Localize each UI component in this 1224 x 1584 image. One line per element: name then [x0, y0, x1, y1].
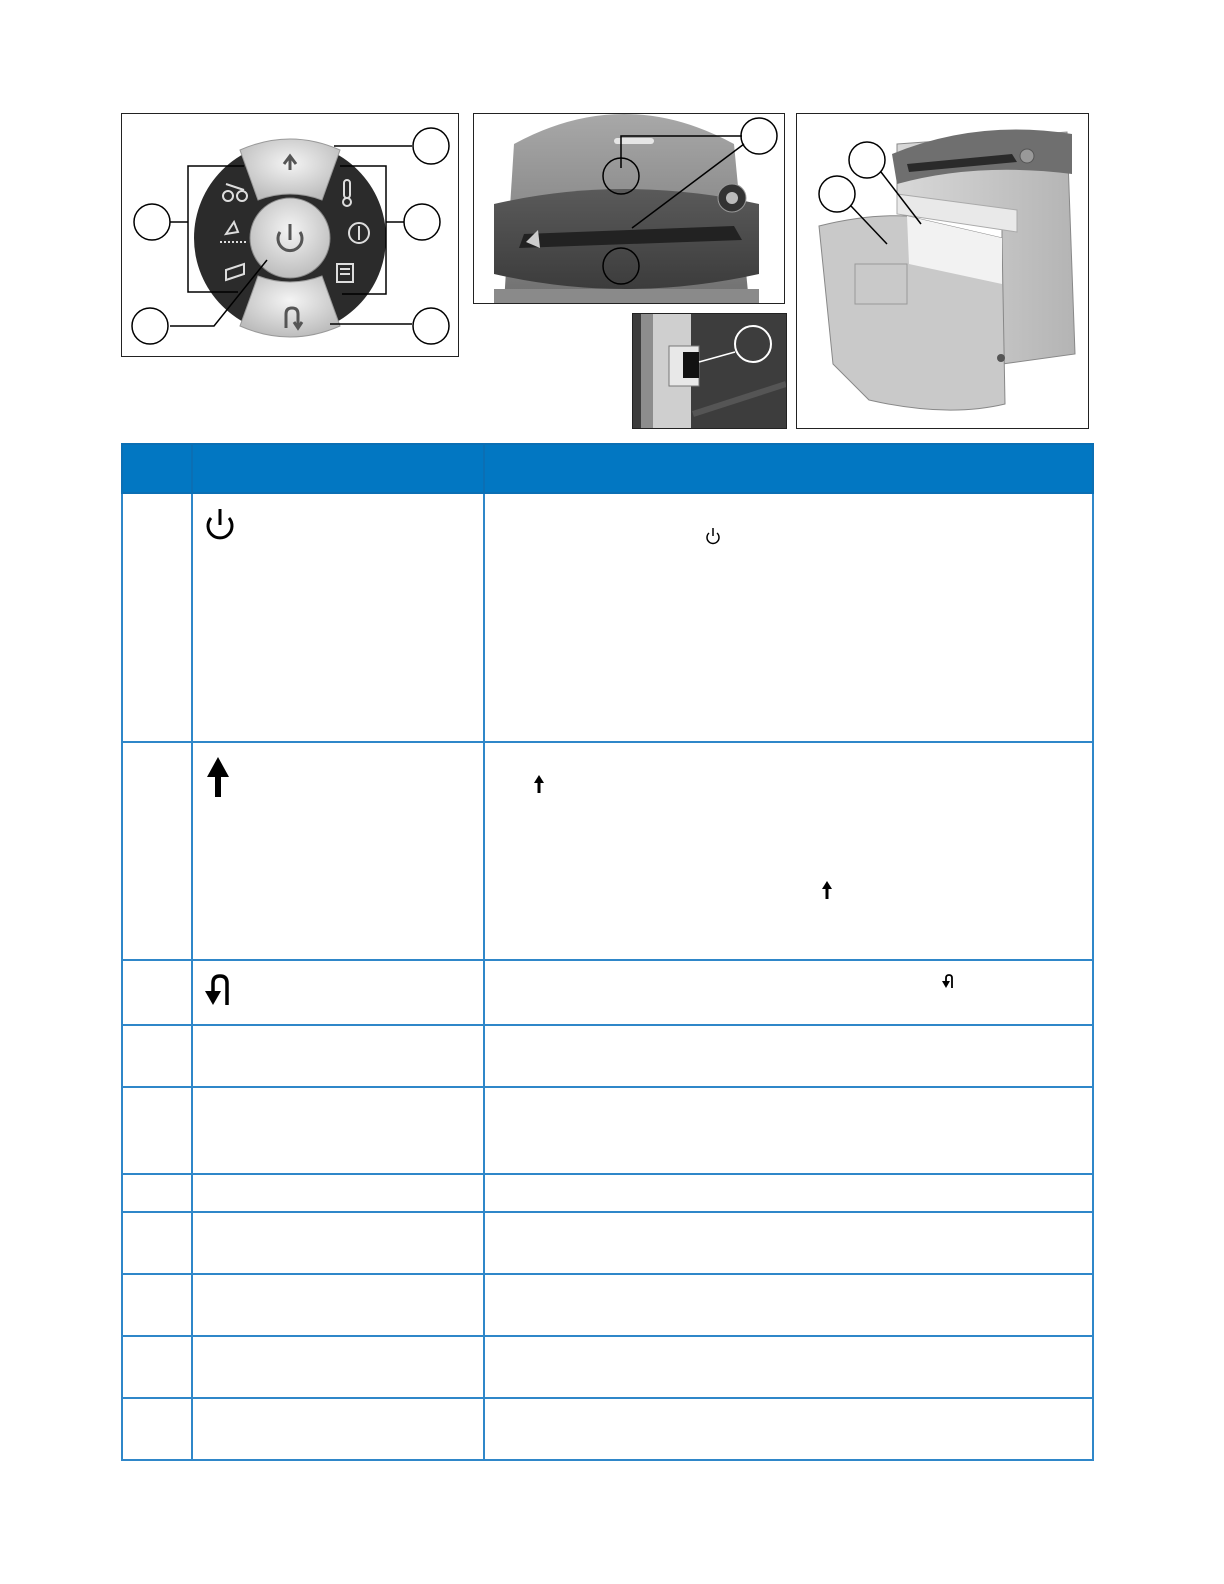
table-row [122, 1087, 1093, 1174]
arrow-up-icon [821, 880, 833, 900]
element-table [121, 443, 1094, 1461]
row-function [484, 1336, 1093, 1398]
callout-circle [849, 142, 885, 178]
header-element [192, 444, 484, 493]
row-number [122, 1336, 192, 1398]
header-number [122, 444, 192, 493]
table-row [122, 1212, 1093, 1274]
reverse-icon [941, 973, 955, 989]
row-number [122, 742, 192, 960]
table-row [122, 1336, 1093, 1398]
row-element [192, 1336, 484, 1398]
row-element [192, 493, 484, 742]
callout-circle [413, 308, 449, 344]
table-row [122, 493, 1093, 742]
callout-circle [413, 128, 449, 164]
callout-circle [132, 308, 168, 344]
row-element [192, 742, 484, 960]
row-function [484, 1398, 1093, 1460]
power-icon [203, 506, 237, 542]
row-number [122, 493, 192, 742]
row-number [122, 1398, 192, 1460]
row-number [122, 960, 192, 1025]
row-function [484, 1087, 1093, 1174]
row-number [122, 1174, 192, 1212]
table-row [122, 1398, 1093, 1460]
side-switch-figure [632, 313, 787, 429]
table-row [122, 1025, 1093, 1087]
row-number [122, 1212, 192, 1274]
row-function [484, 1212, 1093, 1274]
row-function [484, 1174, 1093, 1212]
table-row [122, 1274, 1093, 1336]
row-function [484, 742, 1093, 960]
row-function [484, 960, 1093, 1025]
table-row [122, 960, 1093, 1025]
main-switch[interactable] [683, 352, 699, 378]
row-function [484, 1025, 1093, 1087]
row-element [192, 1398, 484, 1460]
arrow-up-icon [203, 755, 233, 799]
row-number [122, 1025, 192, 1087]
row-element [192, 1174, 484, 1212]
table-row [122, 1174, 1093, 1212]
callout-circle [819, 176, 855, 212]
row-element [192, 1025, 484, 1087]
reverse-button[interactable] [240, 276, 340, 337]
table-header-row [122, 444, 1093, 493]
callout-circle [741, 118, 777, 154]
row-element [192, 1087, 484, 1174]
row-element [192, 1274, 484, 1336]
control-panel-figure [121, 113, 459, 357]
table-row [122, 742, 1093, 960]
row-element [192, 960, 484, 1025]
row-function [484, 493, 1093, 742]
arrow-up-icon [533, 774, 545, 794]
callout-circle [134, 204, 170, 240]
row-element [192, 1212, 484, 1274]
bin-drawer-figure [796, 113, 1089, 429]
row-function [484, 1274, 1093, 1336]
feed-slot-figure [473, 113, 785, 304]
power-icon [705, 527, 721, 545]
callout-circle [404, 204, 440, 240]
reverse-icon [203, 973, 233, 1007]
row-number [122, 1087, 192, 1174]
header-function [484, 444, 1093, 493]
row-number [122, 1274, 192, 1336]
